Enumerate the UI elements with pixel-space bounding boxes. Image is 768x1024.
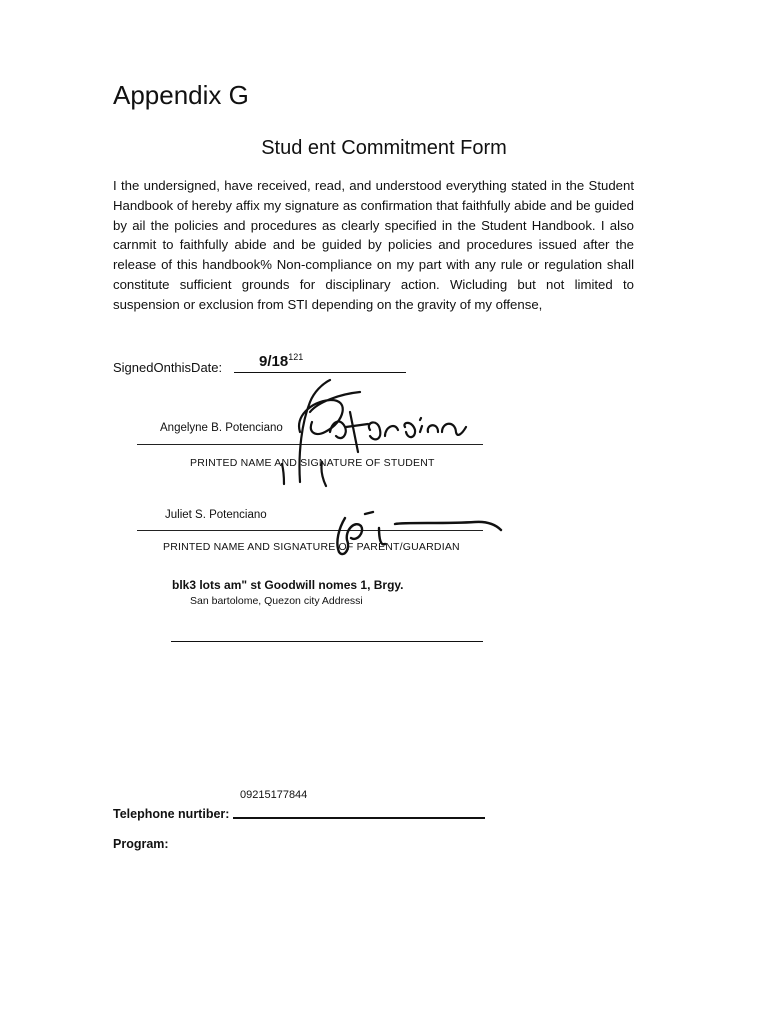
parent-printed-name: Juliet S. Potenciano <box>165 509 267 521</box>
date-superscript: 121 <box>288 352 304 362</box>
telephone-value: 09215177844 <box>240 789 308 801</box>
student-signature <box>270 372 470 492</box>
address-line-1: blk3 lots am" st Goodwill nomes 1, Brgy. <box>172 578 404 592</box>
date-main: 9/18 <box>259 353 289 370</box>
address-underline <box>171 641 483 642</box>
telephone-label: Telephone nurtiber: <box>113 807 230 821</box>
commitment-paragraph: I the undersigned, have received, read, and understood everything stated in the Student Handbook of hereby affix my signature as confirmation that faithfully abide and be guided by ail the policies and procedures as clearly specified in the Student Handbook. I also carnmit to faithfully abide and be guided by policies and procedures issued after the release of this handbook% Non-compliance on my part with any rule or regulation shall constitute sufficient grounds for disciplinary action. Wicluding but not limited to suspension or exclusion from STI depending on the gravity of my offense, <box>113 178 634 312</box>
telephone-underline <box>233 817 485 819</box>
form-title: Stud ent Commitment Form <box>261 137 507 159</box>
parent-signature-caption: PRINTED NAME AND SIGNATURE OF PARENT/GUARDIAN <box>163 541 460 553</box>
student-printed-name: Angelyne B. Potenciano <box>160 422 283 434</box>
address-line-2: San bartolome, Quezon city Addressi <box>190 595 363 607</box>
program-label: Program: <box>113 837 169 851</box>
appendix-heading: Appendix G <box>113 80 249 110</box>
parent-signature <box>325 500 505 560</box>
student-signature-caption: PRINTED NAME AND SIGNATURE OF STUDENT <box>190 457 435 469</box>
date-value <box>259 352 303 370</box>
signed-date-label: SignedOnthisDate: <box>113 360 223 375</box>
